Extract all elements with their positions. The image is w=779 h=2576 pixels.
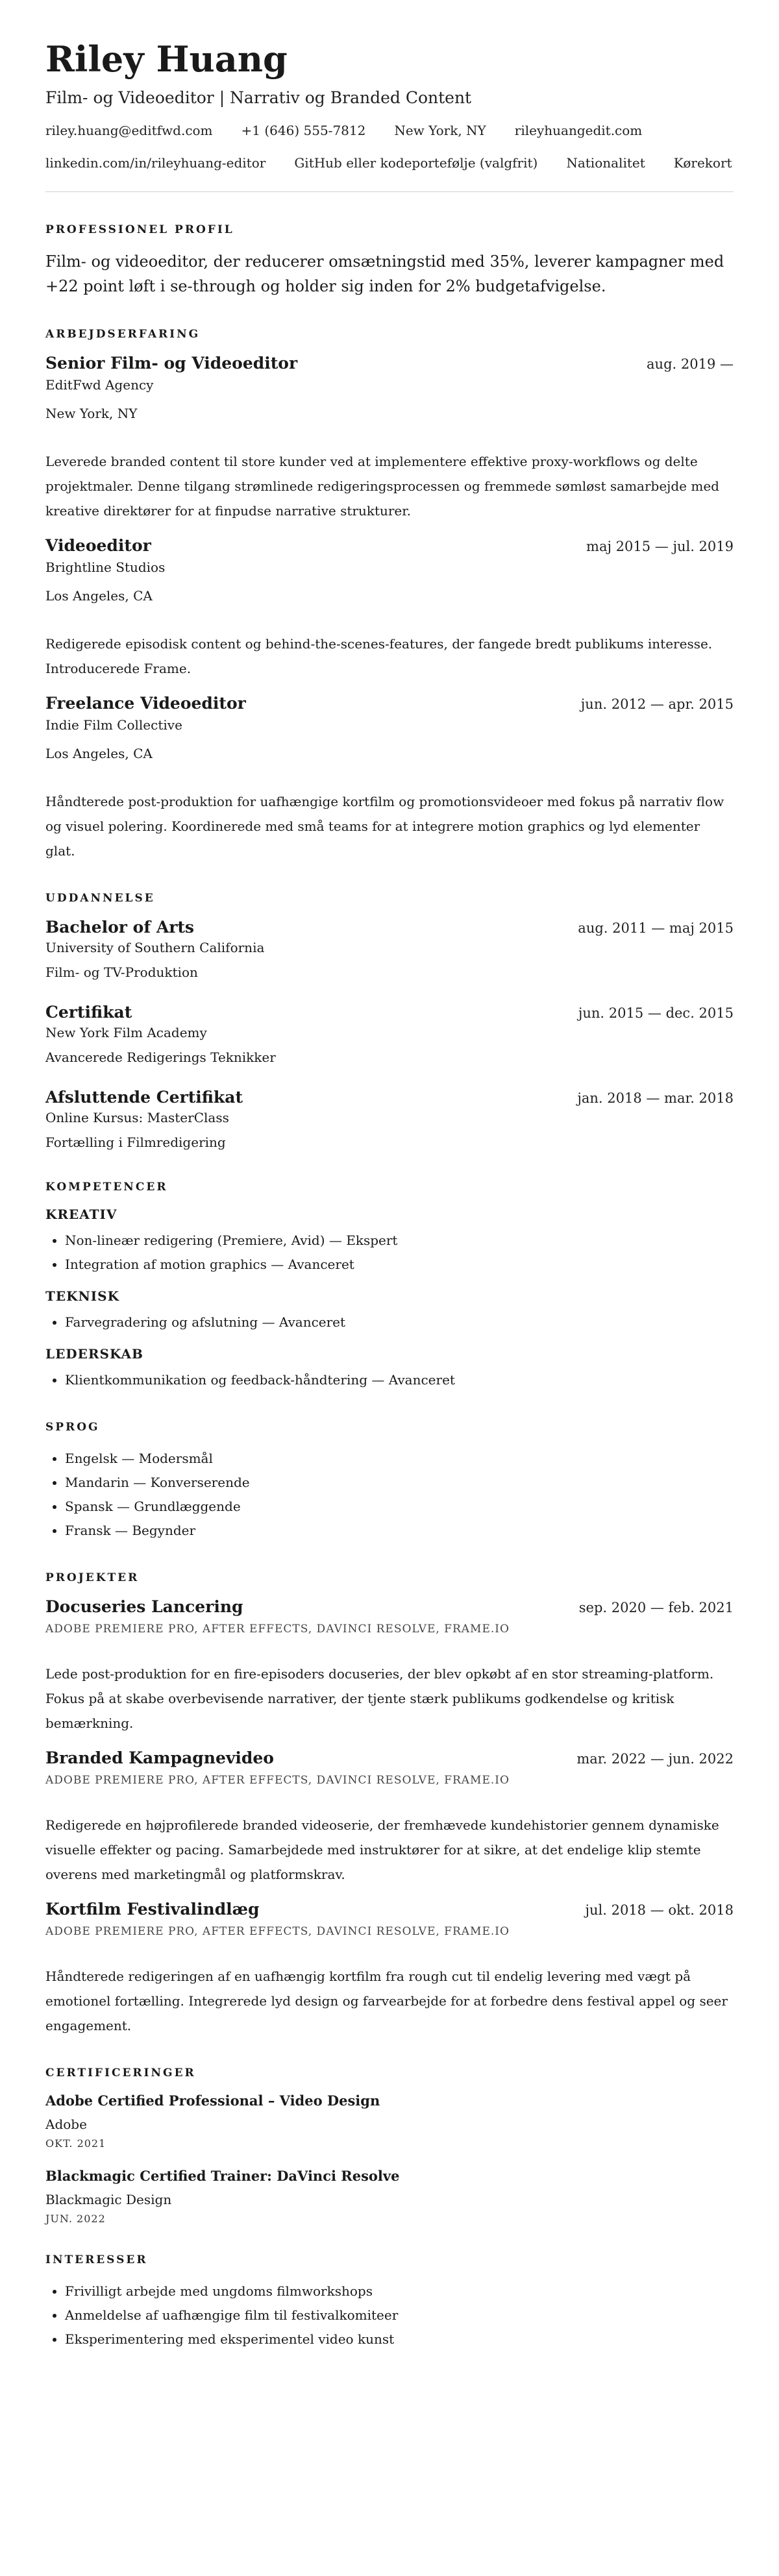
job-description: Leverede branded content til store kunder ved at implementere effektive proxy-workflows og delte projektmaler. Denne tilgang strømlinede redigeringsprocessen og fremmede sømløst samarbejde med kreative direktører for at finpudse narrative strukturer.: [45, 453, 719, 519]
company: Indie Film Collective: [45, 717, 182, 733]
education-entry: [45, 1003, 734, 1067]
education-date: jun. 2015 — dec. 2015: [578, 1005, 734, 1021]
section-title: CERTIFICERINGER: [45, 2066, 196, 2079]
project-tech: ADOBE PREMIERE PRO, AFTER EFFECTS, DAVINCI RESOLVE, FRAME.IO: [45, 1622, 510, 1636]
language-item: • Engelsk — Modersmål: [65, 1447, 734, 1471]
certification-date: OKT. 2021: [45, 2137, 106, 2150]
section-title: INTERESSER: [45, 2253, 148, 2266]
contact-info: [45, 121, 734, 172]
skill-list: [45, 1310, 734, 1334]
location: New York, NY: [394, 123, 486, 139]
language-item: • Fransk — Begynder: [65, 1519, 734, 1543]
language-list: [45, 1447, 734, 1543]
section-title: PROFESSIONEL PROFIL: [45, 223, 234, 237]
profile-section: [45, 223, 734, 299]
project-tech: ADOBE PREMIERE PRO, AFTER EFFECTS, DAVINCI RESOLVE, FRAME.IO: [45, 1924, 510, 1938]
phone-number: +1 (646) 555-7812: [241, 123, 366, 139]
field-of-study: Fortælling i Filmredigering: [45, 1134, 226, 1150]
certification-issuer: Blackmagic Design: [45, 2191, 172, 2207]
drivers-license: Kørekort: [673, 155, 732, 171]
field-of-study: Avancerede Redigerings Teknikker: [45, 1049, 276, 1065]
experience-section: [45, 328, 734, 863]
candidate-name: Riley Huang: [45, 38, 288, 80]
project-description: Lede post-produktion for en fire-episoders docuseries, der blev opkøbt af en stor streaming-platform. Fokus på at skabe overbevisende narrativer, der tjente stærk publikums godkendelse og kritisk bemærkning.: [45, 1665, 714, 1731]
section-title: PROJEKTER: [45, 1571, 140, 1584]
project-description: Håndterede redigeringen af en uafhængig kortfilm fra rough cut til endelig levering med vægt på emotionel fortælling. Integrerede lyd design og farvearbejde for at forbedre dens festival appel og seer engagement.: [45, 1968, 728, 2033]
certifications-section: [45, 2067, 734, 2225]
job-date: aug. 2019 —: [647, 356, 734, 372]
job-description: Håndterede post-produktion for uafhængige kortfilm og promotionsvideoer med fokus på narrativ flow og visuel polering. Koordinerede med små teams for at integrere motion graphics og lyd elementer glat.: [45, 793, 724, 859]
experience-entry: [45, 354, 734, 523]
job-location: Los Angeles, CA: [45, 587, 153, 604]
projects-section: [45, 1571, 734, 2038]
interest-item: • Frivilligt arbejde med ungdoms filmworkshops: [65, 2279, 734, 2303]
project-date: mar. 2022 — jun. 2022: [576, 1750, 734, 1767]
skill-item: • Non-lineær redigering (Premiere, Avid) — Ekspert: [65, 1229, 734, 1253]
degree: Certifikat: [45, 1002, 132, 1022]
section-title: ARBEJDSERFARING: [45, 327, 201, 341]
degree: Afsluttende Certifikat: [45, 1087, 243, 1107]
skill-list: [45, 1368, 734, 1392]
nationality: Nationalitet: [566, 155, 645, 171]
linkedin-link[interactable]: linkedin.com/in/rileyhuang-editor: [45, 155, 266, 171]
experience-entry: [45, 536, 734, 681]
certification-issuer: Adobe: [45, 2116, 87, 2132]
project-name: Kortfilm Festivalindlæg: [45, 1899, 260, 1919]
interest-list: [45, 2279, 734, 2351]
job-description: Redigerede episodisk content og behind-the-scenes-features, der fangede bredt publikums interesse. Introducerede Frame.: [45, 635, 713, 676]
section-title: KOMPETENCER: [45, 1180, 168, 1194]
education-entry: [45, 1088, 734, 1152]
project-description: Redigerede en højprofilerede branded videoserie, der fremhævede kundehistorier gennem dynamiske visuelle effekter og pacing. Samarbejdede med instruktører for at sikre, at det endelige klip stemte overens med marketingmål og platformskrav.: [45, 1817, 719, 1882]
job-title: Senior Film- og Videoeditor: [45, 353, 298, 373]
job-date: maj 2015 — jul. 2019: [586, 538, 734, 554]
email-link[interactable]: riley.huang@editfwd.com: [45, 123, 213, 139]
interest-item: • Anmeldelse af uafhængige film til festivalkomiteer: [65, 2303, 734, 2327]
field-of-study: Film- og TV-Produktion: [45, 964, 198, 980]
project-entry: [45, 1900, 734, 2038]
interests-section: [45, 2253, 734, 2351]
job-title: Freelance Videoeditor: [45, 693, 246, 713]
section-title: SPROG: [45, 1420, 100, 1434]
project-entry: [45, 1748, 734, 1887]
job-location: Los Angeles, CA: [45, 745, 153, 761]
section-title: UDDANNELSE: [45, 891, 155, 905]
company: Brightline Studios: [45, 559, 166, 575]
skill-list: [45, 1229, 734, 1277]
skill-item: • Integration af motion graphics — Avanceret: [65, 1253, 734, 1277]
school: University of Southern California: [45, 939, 265, 955]
certification-name: Blackmagic Certified Trainer: DaVinci Resolve: [45, 2167, 400, 2184]
project-tech: ADOBE PREMIERE PRO, AFTER EFFECTS, DAVINCI RESOLVE, FRAME.IO: [45, 1773, 510, 1787]
language-item: • Spansk — Grundlæggende: [65, 1495, 734, 1519]
job-title: Videoeditor: [45, 535, 151, 555]
education-section: [45, 892, 734, 1152]
degree: Bachelor of Arts: [45, 917, 195, 937]
certification-entry: [45, 2168, 734, 2225]
experience-entry: [45, 694, 734, 863]
company: EditFwd Agency: [45, 376, 154, 393]
certification-date: JUN. 2022: [45, 2212, 106, 2225]
header-divider: [45, 191, 734, 192]
skill-item: • Farvegradering og afslutning — Avanceret: [65, 1310, 734, 1334]
job-date: jun. 2012 — apr. 2015: [580, 696, 734, 712]
skill-item: • Klientkommunikation og feedback-håndtering — Avanceret: [65, 1368, 734, 1392]
profile-summary: Film- og videoeditor, der reducerer omsætningstid med 35%, leverer kampagner med +22 point løft i se-through og holder sig inden for 2% budgetafvigelse.: [45, 252, 724, 296]
education-entry: [45, 918, 734, 982]
skill-category: KREATIV: [45, 1206, 117, 1222]
website-link[interactable]: rileyhuangedit.com: [514, 123, 643, 139]
job-location: New York, NY: [45, 405, 138, 421]
language-item: • Mandarin — Konverserende: [65, 1471, 734, 1495]
school: Online Kursus: MasterClass: [45, 1109, 229, 1125]
education-date: jan. 2018 — mar. 2018: [577, 1090, 734, 1106]
school: New York Film Academy: [45, 1024, 207, 1040]
project-entry: [45, 1597, 734, 1736]
certification-name: Adobe Certified Professional – Video Design: [45, 2092, 380, 2109]
skill-category: TEKNISK: [45, 1288, 119, 1304]
certification-entry: [45, 2092, 734, 2150]
skill-category: LEDERSKAB: [45, 1345, 143, 1362]
project-name: Docuseries Lancering: [45, 1597, 243, 1616]
resume-header: [45, 39, 734, 172]
candidate-headline: Film- og Videoeditor | Narrativ og Branded Content: [45, 88, 472, 108]
skills-section: [45, 1181, 734, 1392]
project-name: Branded Kampagnevideo: [45, 1748, 274, 1767]
interest-item: • Eksperimentering med eksperimentel video kunst: [65, 2327, 734, 2351]
languages-section: [45, 1421, 734, 1543]
project-date: jul. 2018 — okt. 2018: [585, 1902, 734, 1918]
education-date: aug. 2011 — maj 2015: [578, 920, 734, 936]
github-portfolio: GitHub eller kodeportefølje (valgfrit): [294, 155, 538, 171]
project-date: sep. 2020 — feb. 2021: [578, 1599, 734, 1615]
